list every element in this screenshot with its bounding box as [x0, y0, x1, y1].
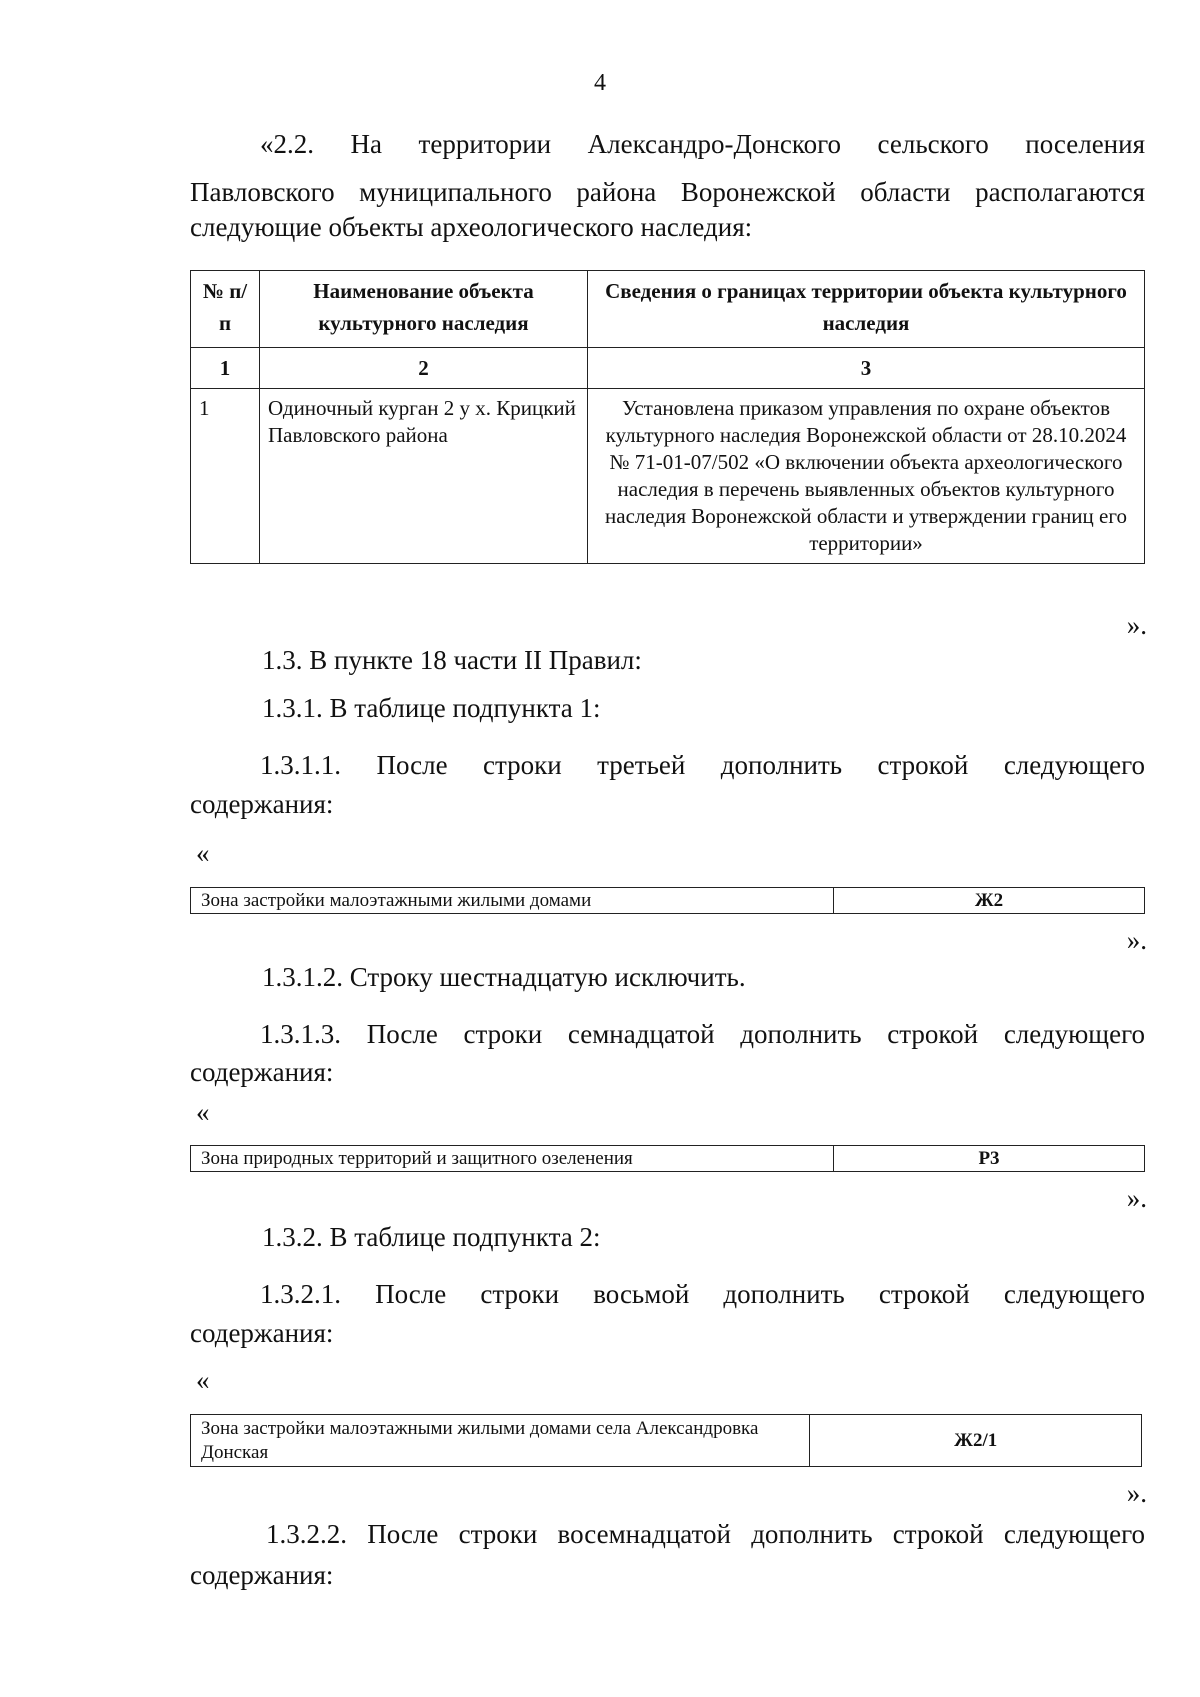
section-1-3-1-1: 1.3.1.1. После строки третьей дополнить строкой следующего: [260, 750, 1145, 780]
row-number: 1: [191, 389, 260, 564]
intro-paragraph: «2.2. На территории Александро-Донского сельского поселения Павловского муниципального района Воронежской области располагаются: [190, 129, 1145, 207]
zone-code: Р3: [834, 1146, 1145, 1172]
boundary-info: Установлена приказом управления по охране объектов культурного наследия Воронежской области от 28.10.2024 № 71-01-07/502 «О включении объекта археологического наследия в перечень выявленных объектов культурного наследия Воронежской области и утверждении границ его территории»: [588, 389, 1145, 564]
opening-quote: «: [196, 1097, 210, 1127]
intro-last-line: следующие объекты археологического наследия:: [190, 212, 753, 242]
zone-name: Зона застройки малоэтажными жилыми домами села Александровка Донская: [191, 1415, 810, 1467]
section-1-3-1-3: 1.3.1.3. После строки семнадцатой дополнить строкой следующего: [260, 1019, 1145, 1049]
zone-table: [190, 887, 1145, 914]
zone-code: Ж2/1: [810, 1415, 1142, 1467]
table-row: [191, 1146, 1145, 1172]
zone-code: Ж2: [834, 888, 1145, 914]
header-number: № п/п: [191, 271, 260, 348]
opening-quote: «: [196, 1365, 210, 1395]
header-object-name: Наименование объекта культурного наследия: [260, 271, 588, 348]
closing-quote: ».: [1126, 1183, 1147, 1213]
table-row: [191, 389, 1145, 564]
heritage-table-header: [191, 271, 1145, 348]
column-number: 1: [191, 348, 260, 389]
header-boundary-info: Сведения о границах территории объекта культурного наследия: [588, 271, 1145, 348]
zone-name: Зона природных территорий и защитного озеленения: [191, 1146, 834, 1172]
content-word: содержания:: [190, 789, 334, 819]
section-1-3: 1.3. В пункте 18 части II Правил:: [262, 645, 642, 675]
zone-table: [190, 1414, 1142, 1467]
page-number: 4: [594, 70, 606, 96]
section-1-3-1-2: 1.3.1.2. Строку шестнадцатую исключить.: [262, 962, 746, 992]
table-row: [191, 888, 1145, 914]
content-word: содержания:: [190, 1560, 334, 1590]
content-word: содержания:: [190, 1057, 334, 1087]
section-1-3-1: 1.3.1. В таблице подпункта 1:: [262, 693, 601, 723]
zone-table: [190, 1145, 1145, 1172]
content-word: содержания:: [190, 1318, 334, 1348]
object-name: Одиночный курган 2 у х. Крицкий Павловского района: [260, 389, 588, 564]
closing-quote: ».: [1126, 1478, 1147, 1508]
column-number-row: [191, 348, 1145, 389]
table-row: [191, 1415, 1142, 1467]
section-1-3-2-1: 1.3.2.1. После строки восьмой дополнить строкой следующего: [260, 1279, 1145, 1309]
closing-quote: ».: [1126, 925, 1147, 955]
opening-quote: «: [196, 838, 210, 868]
section-1-3-2-2: 1.3.2.2. После строки восемнадцатой дополнить строкой следующего: [266, 1519, 1145, 1549]
column-number: 3: [588, 348, 1145, 389]
closing-quote: ».: [1126, 610, 1147, 640]
zone-name: Зона застройки малоэтажными жилыми домами: [191, 888, 834, 914]
section-1-3-2: 1.3.2. В таблице подпункта 2:: [262, 1222, 601, 1252]
column-number: 2: [260, 348, 588, 389]
heritage-table: [190, 270, 1145, 564]
